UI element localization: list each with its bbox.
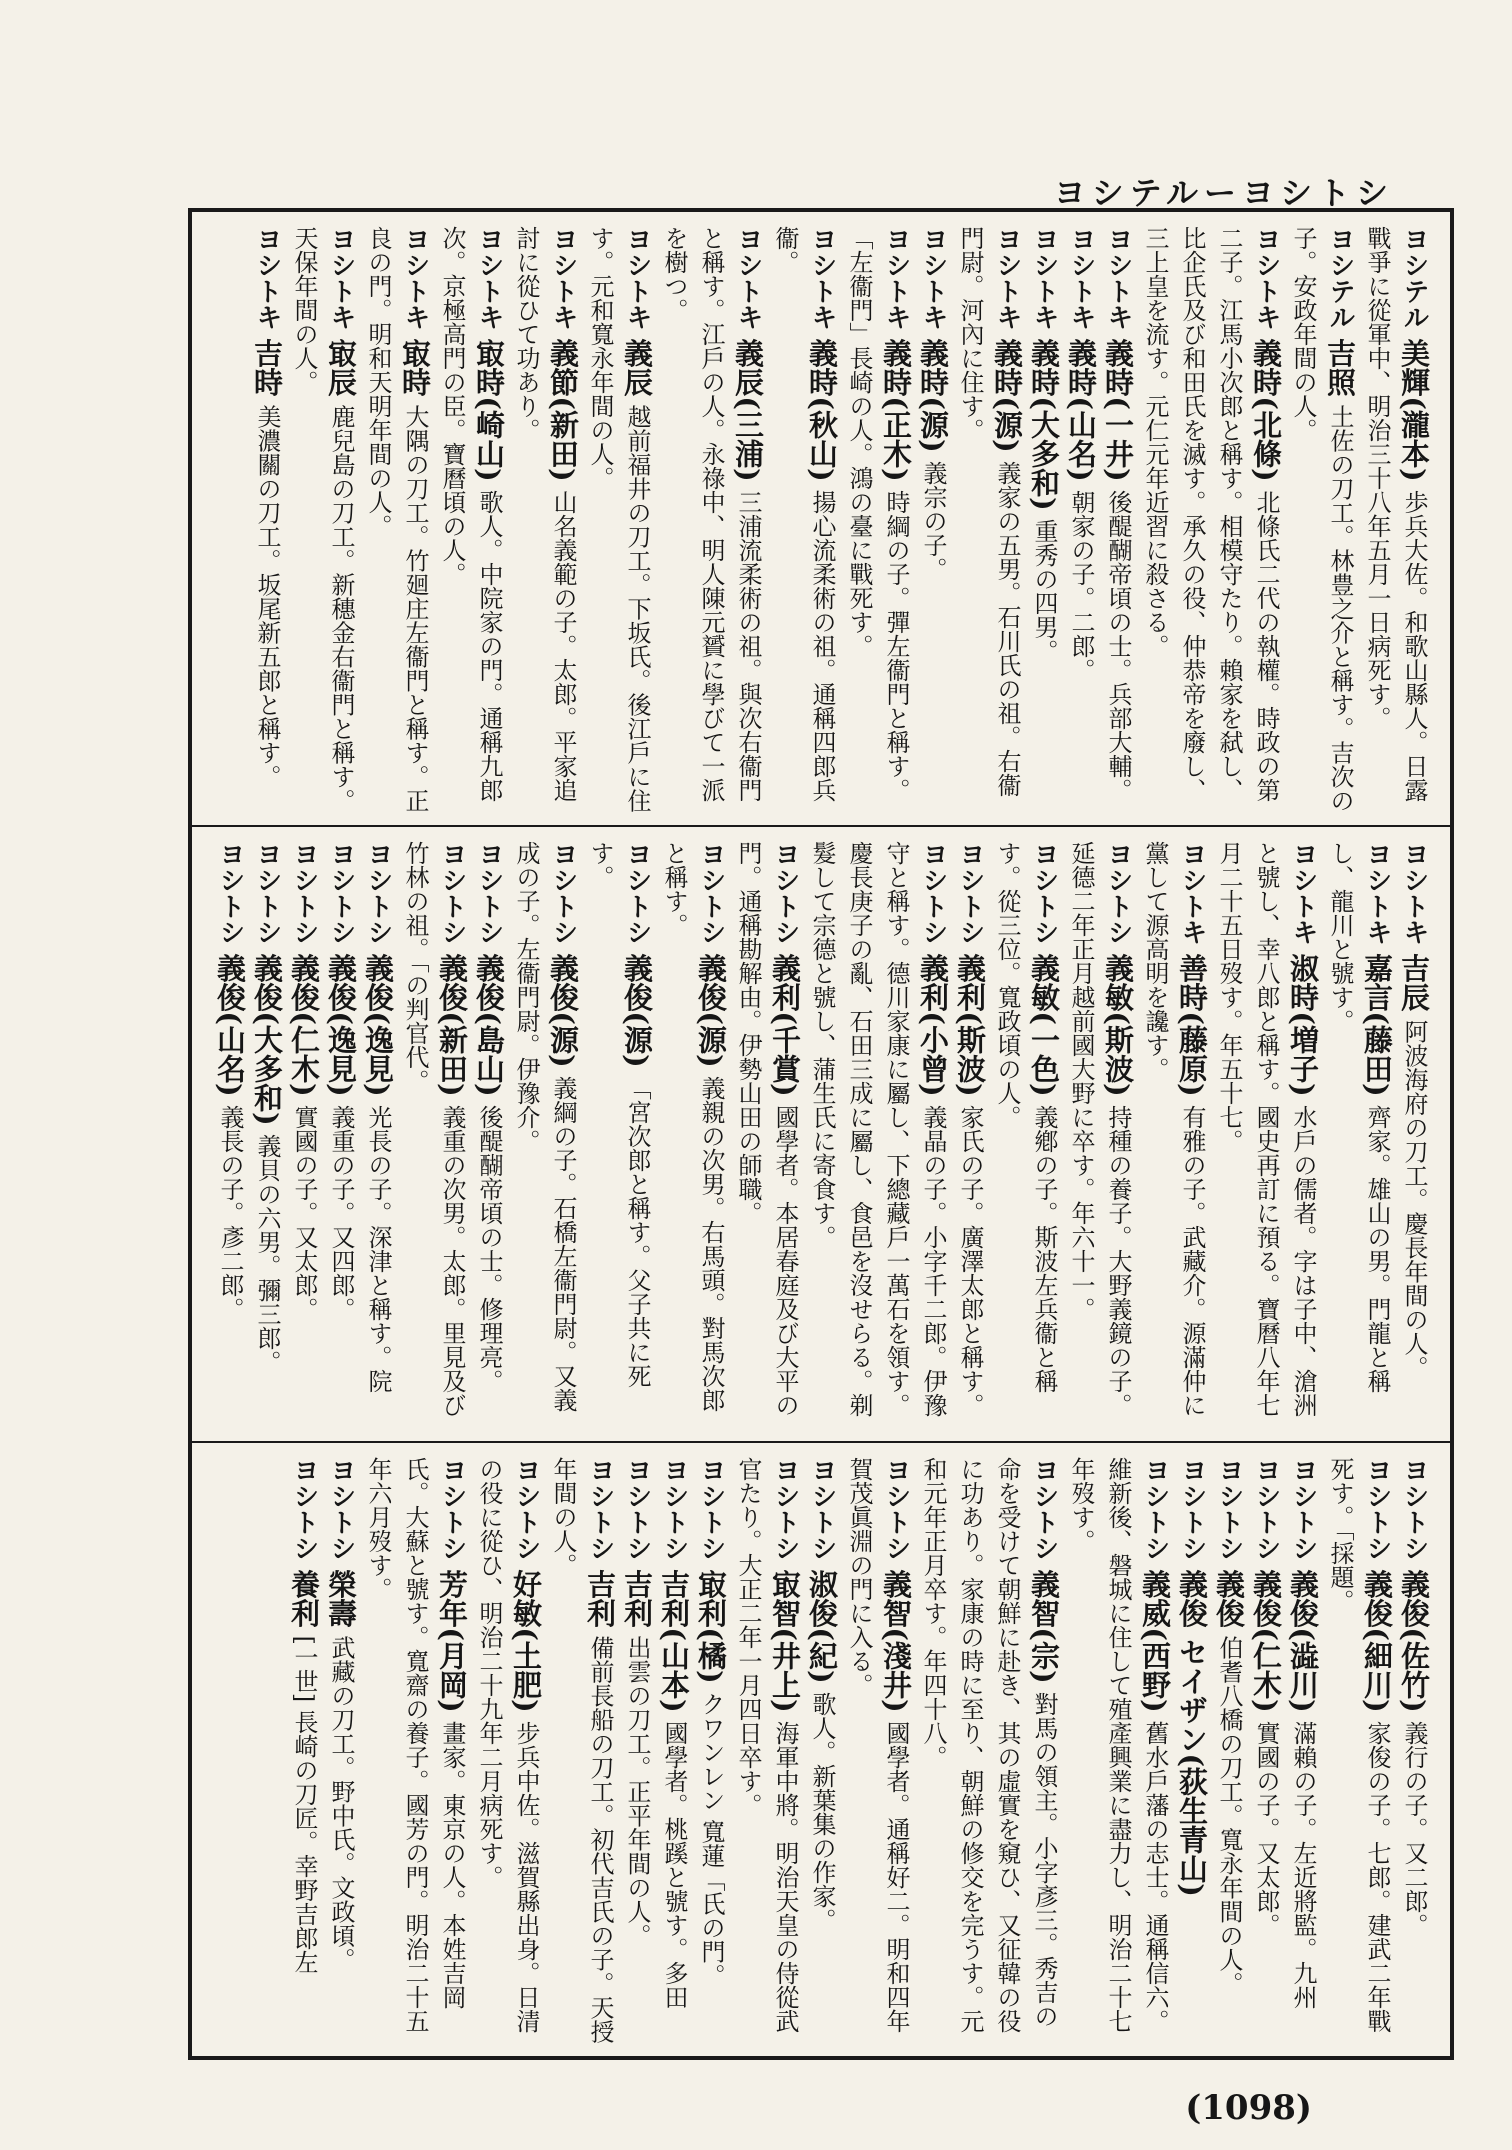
dictionary-entry [1358, 226, 1432, 817]
dictionary-entry [507, 226, 581, 817]
entry-name: 義俊(澁川) [1286, 1568, 1320, 1713]
entry-description: 義綱の子。石橋左衞門尉。又義成の子。左衞門尉。伊豫介。 [512, 841, 577, 1413]
entry-reading: ヨシトシ [1399, 1456, 1429, 1561]
dictionary-entry [618, 1457, 655, 2048]
entry-name: 義利(斯波) [953, 953, 987, 1098]
entry-description: 阿波海府の刀工。慶長年間の人。 [1400, 1019, 1428, 1380]
entry-name: 㝡時 [398, 338, 432, 397]
entry-description: 歌人。新葉集の作家。 [808, 1691, 836, 1932]
entry-description: 家俊の子。七郎。建武二年戰死す。「採題。 [1326, 1456, 1391, 2033]
entry-name: 榮壽 [324, 1568, 358, 1627]
entry-description: 水戶の儒者。字は子中、滄洲と號し、幸八郎と稱す。國史再訂に預る。寶曆八年七月二十五日歿す。年五十七。 [1215, 841, 1317, 1418]
dictionary-entry [1173, 1457, 1210, 2048]
entry-name: 吉時 [250, 338, 284, 397]
entry-name: 義俊(源) [694, 953, 728, 1069]
entry-reading: ヨシトキ [992, 226, 1022, 330]
entry-description: 義家の五男。石川氏の祖。右衞門尉。河內に住す。 [956, 226, 1021, 797]
entry-name: 義利(千賞) [768, 953, 802, 1098]
entry-name: 淑時(増子) [1286, 953, 1320, 1098]
entry-name: 義俊(佐竹) [1397, 1568, 1431, 1713]
entry-description: 國學者。桃蹊と號す。多田 [660, 1720, 688, 2009]
dictionary-entry [988, 841, 1062, 1432]
entry-description: クワンレン 寬蓮「氏の門。 [697, 1691, 725, 1988]
entry-name: 義俊(逸見) [324, 953, 358, 1098]
entry-description: 伯耆八橋の刀工。寬永年間の人。 [1215, 1635, 1243, 1996]
entry-name: 義時(源) [916, 338, 950, 453]
entry-reading: ヨシトキ [733, 226, 763, 330]
entry-reading: ヨシトシ [1214, 1456, 1244, 1561]
dictionary-entry [1099, 226, 1136, 817]
entry-reading: ヨシテル [1325, 226, 1355, 330]
entry-description: 歩兵大佐。和歌山縣人。日露戰爭に從軍中、明治三十八年五月一日病死す。 [1363, 226, 1428, 802]
entry-name: 義俊(仁木) [287, 953, 321, 1098]
entry-description: 大隅の刀工。竹廻庄左衞門と稱す。正良の門。明和天明年間の人。 [364, 226, 429, 813]
entry-name: 㝡時(崎山) [472, 338, 506, 482]
entry-name: 義俊(源) [546, 953, 580, 1069]
entry-reading: ヨシトキ [1362, 841, 1392, 946]
entry-name: 義時(秋山) [805, 338, 839, 482]
dictionary-entry [1062, 841, 1136, 1432]
entry-reading: ヨシトキ [326, 226, 356, 330]
entry-description: 武藏の刀工。野中氏。文政頃。 [327, 1635, 355, 1972]
dictionary-entry [359, 841, 396, 1432]
entry-reading: ヨシトキ [881, 226, 911, 330]
entry-reading: ヨシトシ [659, 1456, 689, 1561]
dictionary-entry [359, 1457, 470, 2048]
entry-description: 備前長船の刀工。初代吉氏の子。天授年間の人。 [549, 1456, 614, 2044]
entry-reading: ヨシトキ [474, 226, 504, 330]
dictionary-entry [766, 226, 840, 817]
entry-description: 義宗の子。 [919, 460, 947, 581]
dictionary-entry [211, 841, 248, 1432]
dictionary-entry [840, 226, 914, 817]
entry-name: 吉利 [620, 1568, 654, 1627]
entry-reading: ヨシトシ [696, 841, 726, 946]
entry-description: 實國の子。又太郎。 [290, 1105, 318, 1322]
entry-description: 時綱の子。彈左衞門と稱す。「左衞門」長崎の人。鴻の臺に戰死す。 [845, 226, 910, 802]
entry-reading: ヨシトシ [437, 841, 467, 946]
entry-name: 義俊 セイザン(荻生青山) [1175, 1568, 1209, 1897]
entry-reading: ヨシトキ [1251, 226, 1281, 330]
dictionary-entry [1247, 1457, 1284, 2048]
entry-reading: ヨシトキ [807, 226, 837, 330]
entry-name: 養利 [287, 1568, 321, 1627]
entry-description: 朝家の子。二郎。 [1067, 489, 1095, 682]
entry-description: 家氏の子。廣澤太郎と稱す。 [956, 1105, 984, 1418]
entry-reading: ヨシトキ [1177, 841, 1207, 946]
entry-description: 義長の子。彥二郎。 [216, 1105, 244, 1322]
entry-name: 義俊(源) [620, 953, 654, 1069]
dictionary-entry [1321, 841, 1395, 1432]
entry-name: 好敏(土肥) [509, 1568, 543, 1713]
dictionary-entry [1210, 1457, 1247, 2048]
entry-name: 義時(北條) [1249, 338, 1283, 482]
entry-description: 重秀の四男。 [1030, 518, 1058, 663]
entry-reading: ヨシトシ [437, 1456, 467, 1561]
entry-name: 芳年(月岡) [435, 1568, 469, 1713]
entry-name: 義智(宗) [1027, 1568, 1061, 1684]
entry-reading: ヨシトシ [918, 841, 948, 946]
entry-reading: ヨシトキ [1103, 226, 1133, 330]
entry-description: 舊水戶藩の志士。通稱信六。維新後、磐城に住して殖產興業に盡力し、明治二十七年歿す。 [1067, 1456, 1169, 2033]
entry-description: 海軍中將。明治天皇の侍從武官たり。大正二年一月四日卒す。 [734, 1456, 799, 2033]
entry-description: 滿賴の子。左近將監。九州 [1289, 1720, 1317, 2009]
dictionary-entry [544, 1457, 618, 2048]
dictionary-entry [285, 1457, 322, 2048]
entry-name: 義智(淺井) [879, 1568, 913, 1713]
entry-reading: ヨシトシ [622, 841, 652, 946]
entry-reading: ヨシトシ [1251, 1456, 1281, 1561]
dictionary-entry [322, 841, 359, 1432]
entry-reading: ヨシトシ [696, 1456, 726, 1561]
entry-description: 義鄕の子。斯波左兵衞と稱す。從三位。寬政頃の人。 [993, 841, 1058, 1394]
dictionary-entry [1210, 841, 1321, 1432]
dictionary-frame [188, 208, 1454, 2060]
entry-name: 義時(源) [990, 338, 1024, 453]
dictionary-entry [470, 841, 507, 1432]
entry-description: 步兵中佐。滋賀縣出身。日清の役に從ひ、明治二十九年二月病死す。 [475, 1456, 540, 2033]
dictionary-entry [470, 1457, 544, 2048]
entry-reading: ヨシトキ [1288, 841, 1318, 946]
dictionary-entry [951, 226, 1025, 817]
entry-reading: ヨシトシ [474, 841, 504, 946]
tier-top-text [210, 226, 1432, 817]
entry-name: 義俊(山名) [213, 953, 247, 1098]
entry-description: 山名義範の子。太郎。平家追討に從ひて功あり。 [512, 226, 577, 802]
dictionary-entry [581, 841, 655, 1432]
entry-description: 持種の養子。大野義鏡の子。延德二年正月越前國大野に卒す。年六十一。 [1067, 841, 1132, 1418]
entry-description: 美濃關の刀工。坂尾新五郎と稱す。 [253, 404, 281, 789]
tier-bottom-text [210, 1457, 1432, 2048]
tier-bottom [192, 1441, 1450, 2056]
entry-reading: ヨシトキ [400, 226, 430, 330]
entry-description: 揚心流柔術の祖。通稱四郎兵衞。 [771, 226, 836, 802]
entry-description: 歌人。中院家の門。通稱九郎次。京極高門の臣。寶曆頃の人。 [438, 226, 503, 802]
dictionary-entry [322, 1457, 359, 2048]
dictionary-entry [1025, 226, 1062, 817]
entry-description: 越前福井の刀工。下坂氏。後江戶に住す。元和寬永年間の人。 [586, 226, 651, 813]
entry-name: 義俊(新田) [435, 953, 469, 1098]
dictionary-entry [803, 1457, 840, 2048]
entry-reading: ヨシトシ [1029, 1456, 1059, 1561]
entry-name: 義威(西野) [1138, 1568, 1172, 1713]
dictionary-entry [1395, 841, 1432, 1432]
entry-description: [一世] 長崎の刀匠。幸野吉郎左 [290, 1635, 318, 1974]
entry-reading: ヨシトキ [252, 226, 282, 330]
entry-name: 義俊(細川) [1360, 1568, 1394, 1713]
dictionary-entry [803, 841, 951, 1432]
dictionary-entry [507, 841, 581, 1432]
running-header: ヨシテルーヨシトシ [1053, 174, 1394, 212]
entry-description: 土佐の刀工。林豊之介と稱す。吉次の子。安政年間の人。 [1289, 226, 1354, 813]
dictionary-entry [433, 226, 507, 817]
entry-name: 㝡利(橘) [694, 1568, 728, 1684]
entry-name: 義辰(三浦) [731, 338, 765, 482]
entry-name: 吉辰 [1397, 953, 1431, 1012]
dictionary-entry [655, 841, 729, 1432]
dictionary-entry [729, 1457, 803, 2048]
entry-reading: ヨシトシ [1103, 841, 1133, 946]
tier-middle [192, 825, 1450, 1440]
entry-name: 義俊(逸見) [361, 953, 395, 1098]
entry-name: 㝡辰 [324, 338, 358, 397]
entry-name: 淑俊(紀) [805, 1568, 839, 1684]
entry-reading: ヨシトシ [326, 1456, 356, 1561]
entry-name: 義俊(大多和) [250, 953, 284, 1127]
dictionary-entry [1284, 1457, 1321, 2048]
dictionary-entry [1321, 1457, 1395, 2048]
entry-description: 義貝の六男。彌三郎。 [253, 1134, 281, 1375]
entry-name: 義節(新田) [546, 338, 580, 482]
entry-reading: ヨシトシ [585, 1456, 615, 1561]
dictionary-entry [692, 1457, 729, 2048]
entry-reading: ヨシトシ [881, 1456, 911, 1561]
entry-reading: ヨシトシ [548, 841, 578, 946]
entry-reading: ヨシトシ [955, 841, 985, 946]
dictionary-entry [914, 226, 951, 817]
entry-description: 國學者。本居春庭及び大平の門。通稱勘解由。伊勢山田の師職。 [734, 841, 799, 1418]
dictionary-entry [285, 841, 322, 1432]
entry-reading: ヨシトキ [548, 226, 578, 330]
entry-name: 義辰 [620, 338, 654, 397]
entry-description: 實國の子。又太郎。 [1252, 1720, 1280, 1937]
entry-description: 義行の子。又二郎。 [1400, 1720, 1428, 1937]
entry-description: 對馬の領主。小字彥三。秀吉の命を受けて朝鮮に赴き、其の虛實を窺ひ、又征韓の役に功あり。家康の時に至り、朝鮮の修交を完うす。元和元年正月卒す。年四十八。 [919, 1456, 1058, 2033]
entry-reading: ヨシトキ [1066, 226, 1096, 330]
entry-reading: ヨシトシ [622, 1456, 652, 1561]
entry-name: 義時(山名) [1064, 338, 1098, 482]
entry-name: 義利(小曾) [916, 953, 950, 1098]
dictionary-entry [1284, 226, 1358, 817]
entry-reading: ヨシテル [1399, 226, 1429, 330]
entry-description: 畫家。東京の人。本姓吉岡氏。大蘇と號す。寬齋の養子。國芳の門。明治二十五年六月歿す。 [364, 1456, 466, 2033]
dictionary-entry [1062, 226, 1099, 817]
entry-reading: ヨシトシ [289, 1456, 319, 1561]
page-number: (1098) [1185, 2088, 1312, 2128]
dictionary-entry [285, 226, 359, 817]
entry-reading: ヨシトキ [1399, 841, 1429, 946]
entry-description: 北條氏二代の執權。時政の第二子。江馬小次郎と稱す。相模守たり。賴家を弑し、比企氏及び和田氏を滅す。承久の役、仲恭帝を廢し、三上皇を流す。元仁元年近習に殺さる。 [1141, 226, 1280, 802]
dictionary-entry [1395, 1457, 1432, 2048]
entry-name: 義時(正木) [879, 338, 913, 482]
entry-description: 義重の子。又四郎。 [327, 1105, 355, 1322]
entry-description: 光長の子。深津と稱す。院 [364, 1105, 392, 1394]
dictionary-entry [1062, 1457, 1173, 2048]
dictionary-entry [1136, 226, 1284, 817]
entry-reading: ヨシトシ [252, 841, 282, 946]
entry-name: 義時(一井) [1101, 338, 1135, 482]
entry-description: 「宮次郎と稱す。父子共に死す。 [586, 841, 651, 1389]
entry-description: 出雲の刀工。正平年間の人。 [623, 1635, 651, 1948]
entry-name: 義俊(仁木) [1249, 1568, 1283, 1713]
entry-reading: ヨシトシ [1288, 1456, 1318, 1561]
entry-reading: ヨシトシ [363, 841, 393, 946]
entry-name: 義時(大多和) [1027, 338, 1061, 511]
entry-name: 吉利 [583, 1568, 617, 1627]
entry-description: 義晶の子。小字千二郎。伊豫守と稱す。德川家康に屬し、下總藏戶一萬石を領す。慶長庚子の亂、石田三成に屬し、食邑を沒せらる。剃髮して宗德と號し、蒲生氏に寄食す。 [808, 841, 947, 1418]
entry-reading: ヨシトシ [1140, 1456, 1170, 1561]
entry-name: 義敏(一色) [1027, 953, 1061, 1098]
entry-reading: ヨシトシ [1029, 841, 1059, 946]
entry-reading: ヨシトキ [1029, 226, 1059, 330]
entry-description: 義重の次男。太郎。里見及び竹林の祖。「の判官代。 [401, 841, 466, 1418]
dictionary-entry [248, 841, 285, 1432]
entry-name: 嘉言(藤田) [1360, 953, 1394, 1098]
entry-name: 善時(藤原) [1175, 953, 1209, 1098]
dictionary-entry [359, 226, 433, 817]
dictionary-entry [248, 226, 285, 817]
entry-reading: ヨシトシ [511, 1456, 541, 1561]
dictionary-entry [951, 841, 988, 1432]
dictionary-entry [1136, 841, 1210, 1432]
entry-name: 㝡智(井上) [768, 1568, 802, 1713]
entry-description: 國學者。通稱好二。明和四年賀茂眞淵の門に入る。 [845, 1456, 910, 2033]
tier-top [192, 212, 1450, 825]
entry-reading: ヨシトシ [807, 1456, 837, 1561]
entry-description: 後醍醐帝頃の士。兵部大輔。 [1104, 489, 1132, 802]
entry-reading: ヨシトシ [770, 1456, 800, 1561]
dictionary-entry [396, 841, 470, 1432]
dictionary-entry [655, 1457, 692, 2048]
entry-description: 後醍醐帝頃の士。修理亮。 [475, 1105, 503, 1394]
entry-reading: ヨシトキ [622, 226, 652, 330]
dictionary-entry [840, 1457, 914, 2048]
entry-name: 義俊(島山) [472, 953, 506, 1098]
entry-name: 吉照 [1323, 338, 1357, 397]
entry-description: 鹿兒島の刀工。新穗金右衞門と稱す。天保年間の人。 [290, 226, 355, 813]
entry-name: 美輝(瀧本) [1397, 338, 1431, 482]
dictionary-entry [914, 1457, 1062, 2048]
entry-reading: ヨシトシ [770, 841, 800, 946]
entry-description: 有雅の子。武藏介。源滿仲に黨して源高明を讒す。 [1141, 841, 1206, 1418]
dictionary-entry [581, 226, 655, 817]
entry-reading: ヨシトキ [918, 226, 948, 330]
entry-name: 義俊 [1212, 1568, 1246, 1627]
entry-reading: ヨシトシ [289, 841, 319, 946]
tier-middle-text [210, 841, 1432, 1432]
entry-name: 義敏(斯波) [1101, 953, 1135, 1098]
dictionary-entry [729, 841, 803, 1432]
entry-description: 齊家。雄山の男。門龍と稱し、龍川と號す。 [1326, 841, 1391, 1394]
entry-reading: ヨシトシ [215, 841, 245, 946]
entry-description: 三浦流柔術の祖。與次右衞門と稱す。江戶の人。永祿中、明人陳元贇に學びて一派を樹つ。 [660, 226, 762, 802]
entry-name: 吉利(山本) [657, 1568, 691, 1713]
dictionary-entry [655, 226, 766, 817]
entry-reading: ヨシトシ [1177, 1456, 1207, 1561]
entry-reading: ヨシトシ [326, 841, 356, 946]
entry-reading: ヨシトシ [1362, 1456, 1392, 1561]
entry-description: 義親の次男。右馬頭。對馬次郎と稱す。 [660, 841, 725, 1413]
